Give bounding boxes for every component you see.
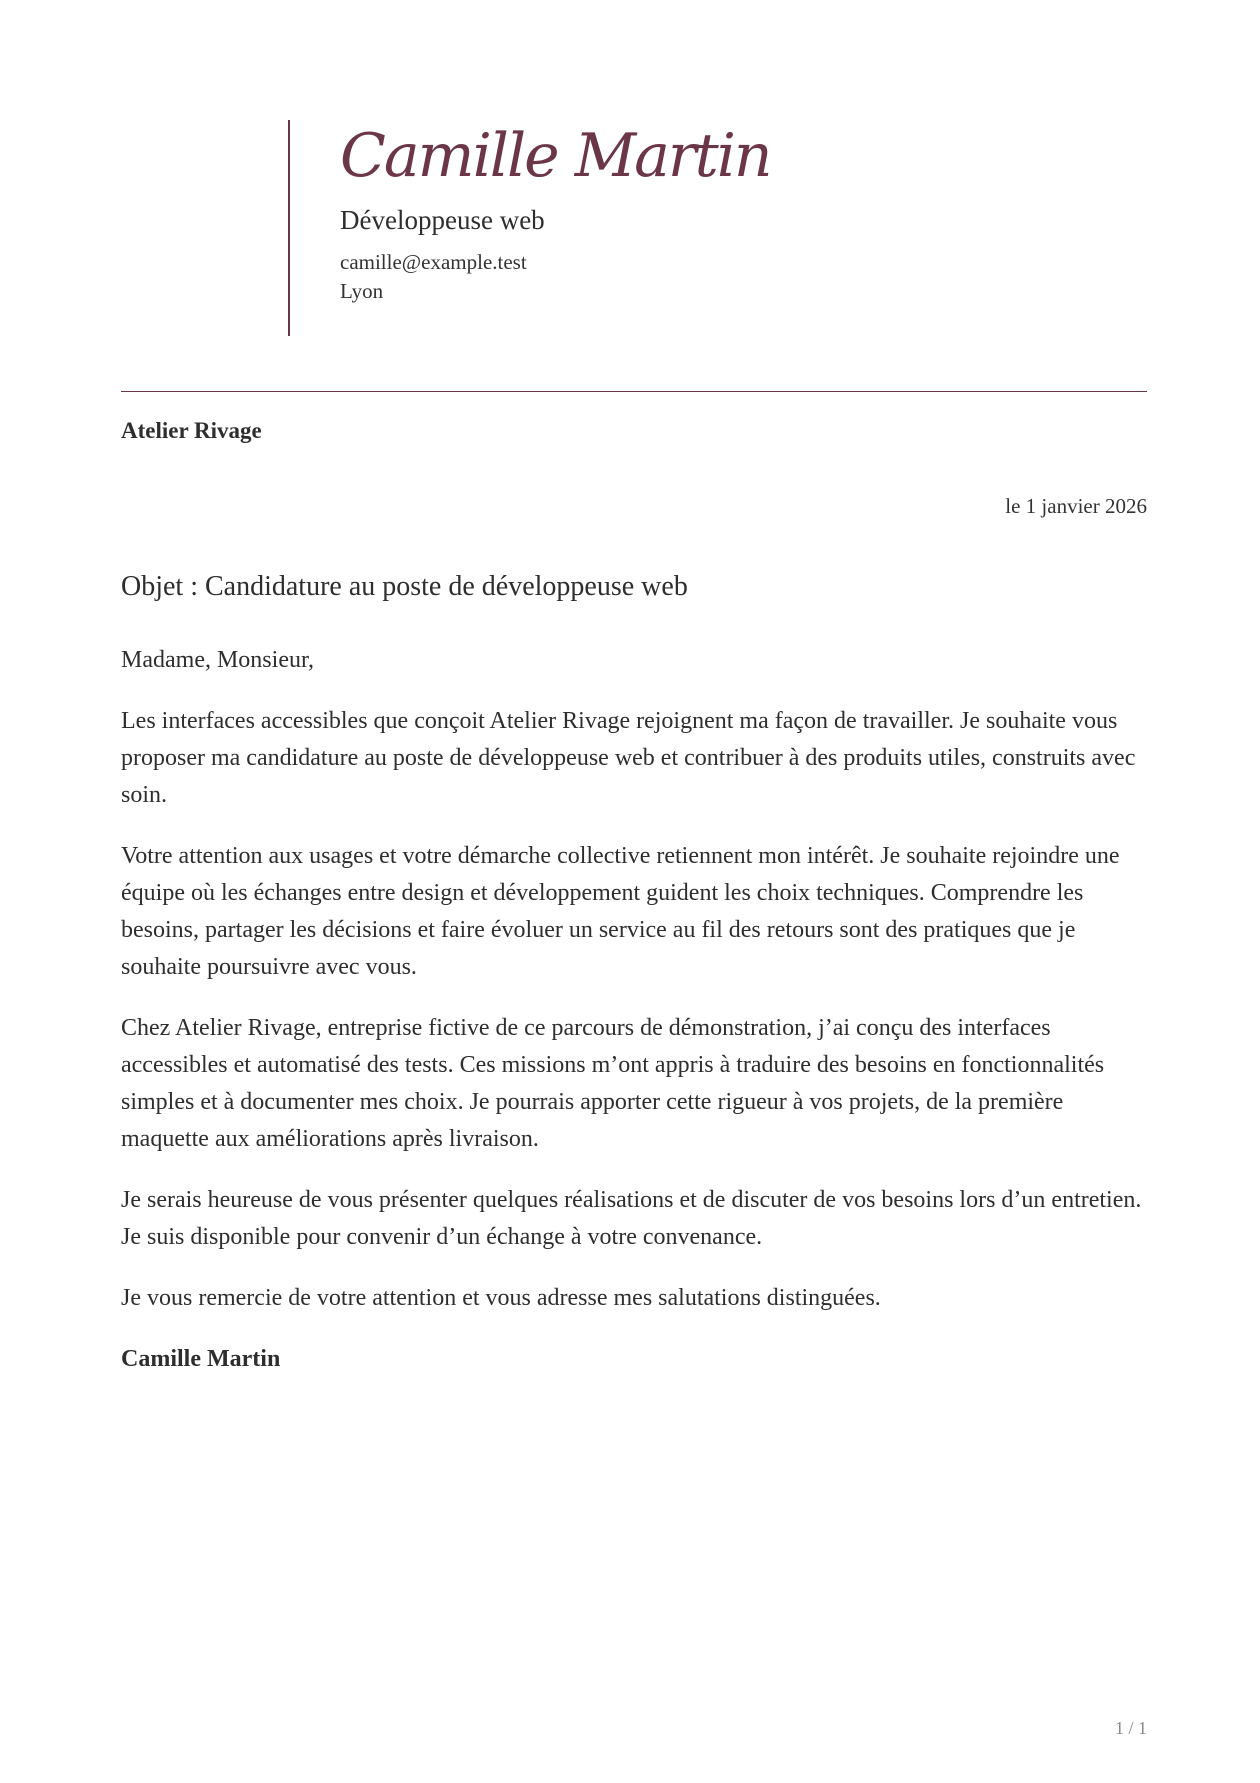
sender-contact (340, 248, 988, 306)
page-number: 1 / 1 (1114, 1718, 1147, 1738)
sender-email: camille@example.test (340, 250, 527, 275)
body-paragraph: Les interfaces accessibles que conçoit Atelier Rivage rejoignent ma façon de travailler. Je souhaite vous proposer ma candidature au poste de développeuse web et contribuer à des produits utiles, construits avec soin. (121, 708, 1136, 808)
sender-name: Camille Martin (340, 121, 771, 191)
salutation: Madame, Monsieur, (121, 647, 314, 673)
recipient-name: Atelier Rivage (121, 418, 262, 443)
body-paragraph: Votre attention aux usages et votre démarche collective retiennent mon intérêt. Je souhaite rejoindre une équipe où les échanges entre design et développement guident les choix techniques. Comprendre les besoins, partager les décisions et faire évoluer un service au fil des retours sont des pratiques que je souhaite poursuivre avec vous. (121, 843, 1120, 980)
letter-body (121, 642, 1151, 1402)
header-divider (121, 391, 1147, 392)
body-paragraph: Je serais heureuse de vous présenter quelques réalisations et de discuter de vos besoins lors d’un entretien. Je suis disponible pour convenir d’un échange à votre convenance. (121, 1187, 1142, 1250)
closing-paragraph: Je vous remercie de votre attention et vous adresse mes salutations distinguées. (121, 1285, 881, 1311)
body-paragraph: Chez Atelier Rivage, entreprise fictive de ce parcours de démonstration, j’ai conçu des interfaces accessibles et automatisé des tests. Ces missions m’ont appris à traduire des besoins en fonctionnalités simples et à documenter mes choix. Je pourrais apporter cette rigueur à vos projets, de la première maquette aux améliorations après livraison. (121, 1015, 1105, 1152)
signature: Camille Martin (121, 1346, 281, 1372)
letter-subject: Objet : Candidature au poste de développeuse web (121, 571, 688, 602)
letter-date: le 1 janvier 2026 (1005, 494, 1147, 518)
sender-city: Lyon (340, 279, 384, 304)
letterhead (288, 120, 988, 336)
sender-job-title: Développeuse web (340, 205, 545, 235)
